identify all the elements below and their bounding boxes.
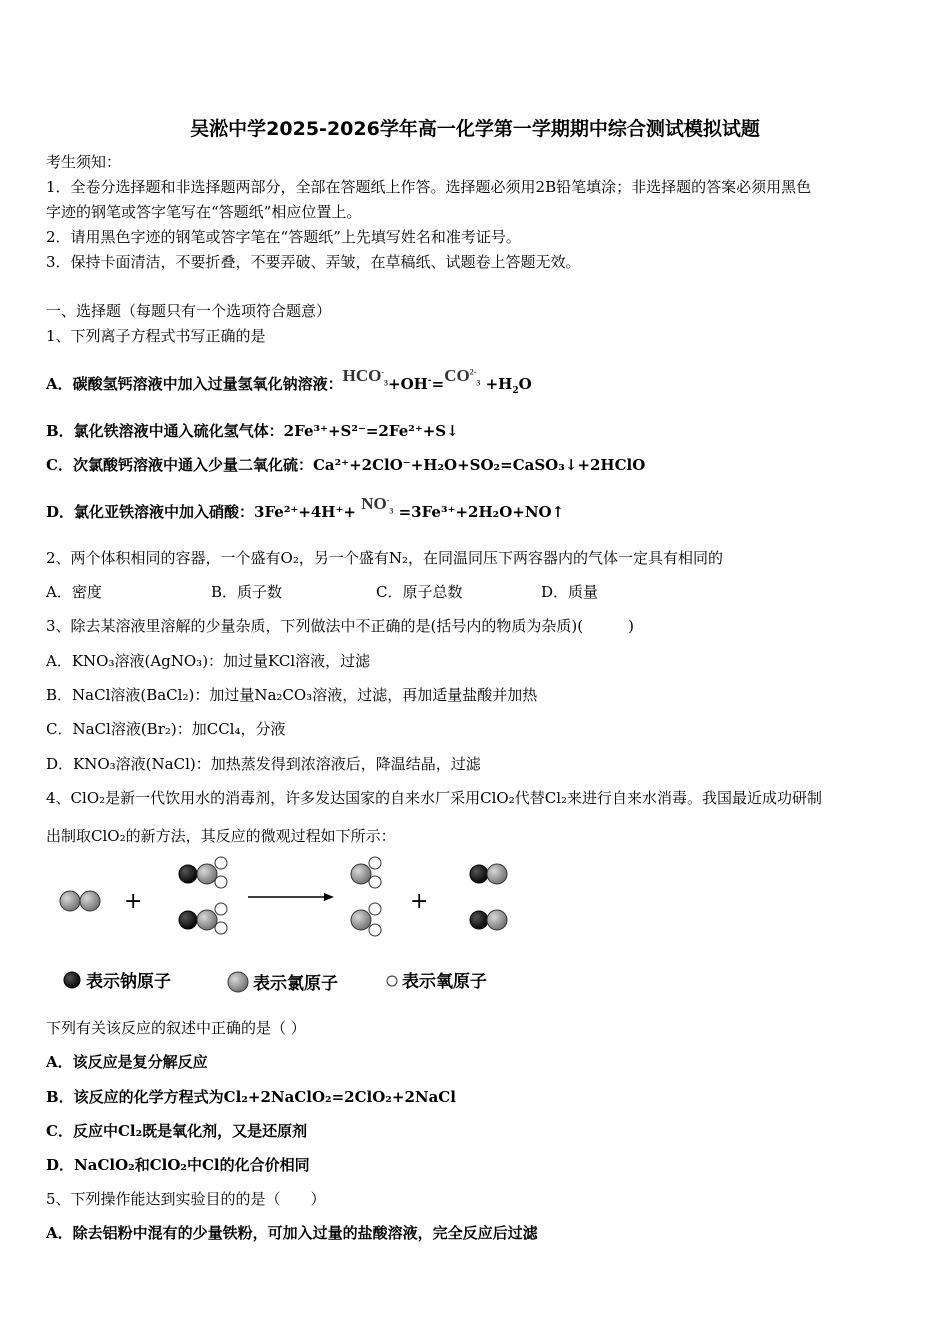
notice-item-1: 1．全卷分选择题和非选择题两部分，全部在答题纸上作答。选择题必须用2B铅笔填涂；非选择题的答案必须用黑色 [46, 178, 812, 196]
nacl-molecule [470, 864, 507, 884]
q3-option-b: B．NaCl溶液(BaCl₂)：加过量Na₂CO₃溶液，过滤，再加适量盐酸并加热 [46, 686, 538, 704]
q4-stem-line-1: 4、ClO₂是新一代饮用水的消毒剂，许多发达国家的自来水厂采用ClO₂代替Cl₂来进行自来水消毒。我国最近成功研制 [46, 789, 823, 807]
legend-sodium: 表示钠原子 [86, 972, 171, 992]
notice-heading: 考生须知： [46, 153, 122, 171]
naclo2-molecule [179, 903, 227, 934]
q3-option-d: D．KNO₃溶液(NaCl)：加热蒸发得到浓溶液后，降温结晶，过滤 [46, 755, 481, 773]
section-heading: 一、选择题（每题只有一个选项符合题意） [46, 302, 332, 320]
chlorine-atom-icon [228, 972, 248, 992]
notice-item-1-cont: 字迹的钢笔或答字笔写在“答题纸”相应位置上。 [46, 203, 362, 221]
plus-sign: + [410, 889, 429, 914]
q1-stem: 1、下列离子方程式书写正确的是 [46, 327, 266, 345]
reaction-arrow [248, 893, 334, 901]
q4-option-a: A．该反应是复分解反应 [46, 1053, 208, 1071]
q2-stem: 2、两个体积相同的容器，一个盛有O₂，另一个盛有N₂，在同温同压下两容器内的气体一定具有相同的 [46, 549, 723, 567]
q1-a-ion-1: $HCO^-_3$ [342, 366, 389, 388]
q4-option-d: D．NaClO₂和ClO₂中Cl的化合价相同 [46, 1156, 310, 1174]
q1-option-a: A．碳酸氢钙溶液中加入过量氢氧化钠溶液：$HCO^-_3+OH^-=CO^{2-}_3 +H_2O$ [46, 366, 532, 396]
reaction-diagram [50, 848, 520, 1003]
q4-option-c: C．反应中Cl₂既是氧化剂，又是还原剂 [46, 1122, 308, 1140]
notice-item-2: 2．请用黑色字迹的钢笔或答字笔在“答题纸”上先填写姓名和准考证号。 [46, 228, 521, 246]
q5-stem: 5、下列操作能达到实验目的的是（ ） [46, 1190, 326, 1208]
q2-option-b: B．质子数 [211, 583, 283, 601]
q5-option-a: A．除去铝粉中混有的少量铁粉，可加入过量的盐酸溶液，完全反应后过滤 [46, 1224, 538, 1242]
q1-option-d: D．氯化亚铁溶液中加入硝酸：$3Fe^{2+}+4H^++ NO^-_3$ =3Fe³⁺+2H₂O+NO↑ [46, 494, 565, 521]
q3-option-c: C．NaCl溶液(Br₂)：加CCl₄，分液 [46, 720, 286, 738]
diagram-legend [64, 971, 487, 994]
naclo2-molecule [179, 857, 227, 888]
plus-sign: + [124, 889, 143, 914]
q2-options [46, 582, 706, 602]
q3-option-a: A．KNO₃溶液(AgNO₃)：加过量KCl溶液，过滤 [46, 652, 371, 670]
clo2-molecule [351, 857, 381, 888]
q3-stem: 3、除去某溶液里溶解的少量杂质，下列做法中不正确的是(括号内的物质为杂质)( ) [46, 617, 634, 635]
legend-chlorine: 表示氯原子 [253, 974, 338, 994]
q1-d-ion: $NO^-_3$ [361, 494, 394, 516]
q1-a-ion-2: $CO^{2-}_3$ [444, 366, 481, 388]
clo2-molecule [351, 903, 381, 936]
q4-option-b: B．该反应的化学方程式为Cl₂+2NaClO₂=2ClO₂+2NaCl [46, 1088, 456, 1106]
sodium-atom-icon [64, 972, 80, 988]
q1-option-c: C．次氯酸钙溶液中通入少量二氧化硫：Ca²⁺+2ClO⁻+H₂O+SO₂=CaSO₃↓+2HClO [46, 456, 646, 474]
q2-option-a: A．密度 [46, 583, 102, 601]
q1-option-b: B．氯化铁溶液中通入硫化氢气体：2Fe³⁺+S²⁻=2Fe²⁺+S↓ [46, 422, 459, 440]
q4-stem-line-2: 出制取ClO₂的新方法，其反应的微观过程如下所示： [46, 827, 396, 845]
legend-oxygen: 表示氧原子 [402, 972, 487, 992]
cl2-molecule [60, 891, 100, 911]
q2-option-d: D．质量 [541, 583, 599, 601]
exam-title: 吴淞中学2025-2026学年高一化学第一学期期中综合测试模拟试题 [190, 118, 760, 140]
nacl-molecule [470, 910, 507, 930]
q2-option-c: C．原子总数 [376, 583, 463, 601]
q4-ask: 下列有关该反应的叙述中正确的是（ ） [46, 1019, 306, 1037]
oxygen-atom-icon [387, 976, 397, 986]
notice-item-3: 3．保持卡面清洁，不要折叠，不要弄破、弄皱，在草稿纸、试题卷上答题无效。 [46, 253, 581, 271]
